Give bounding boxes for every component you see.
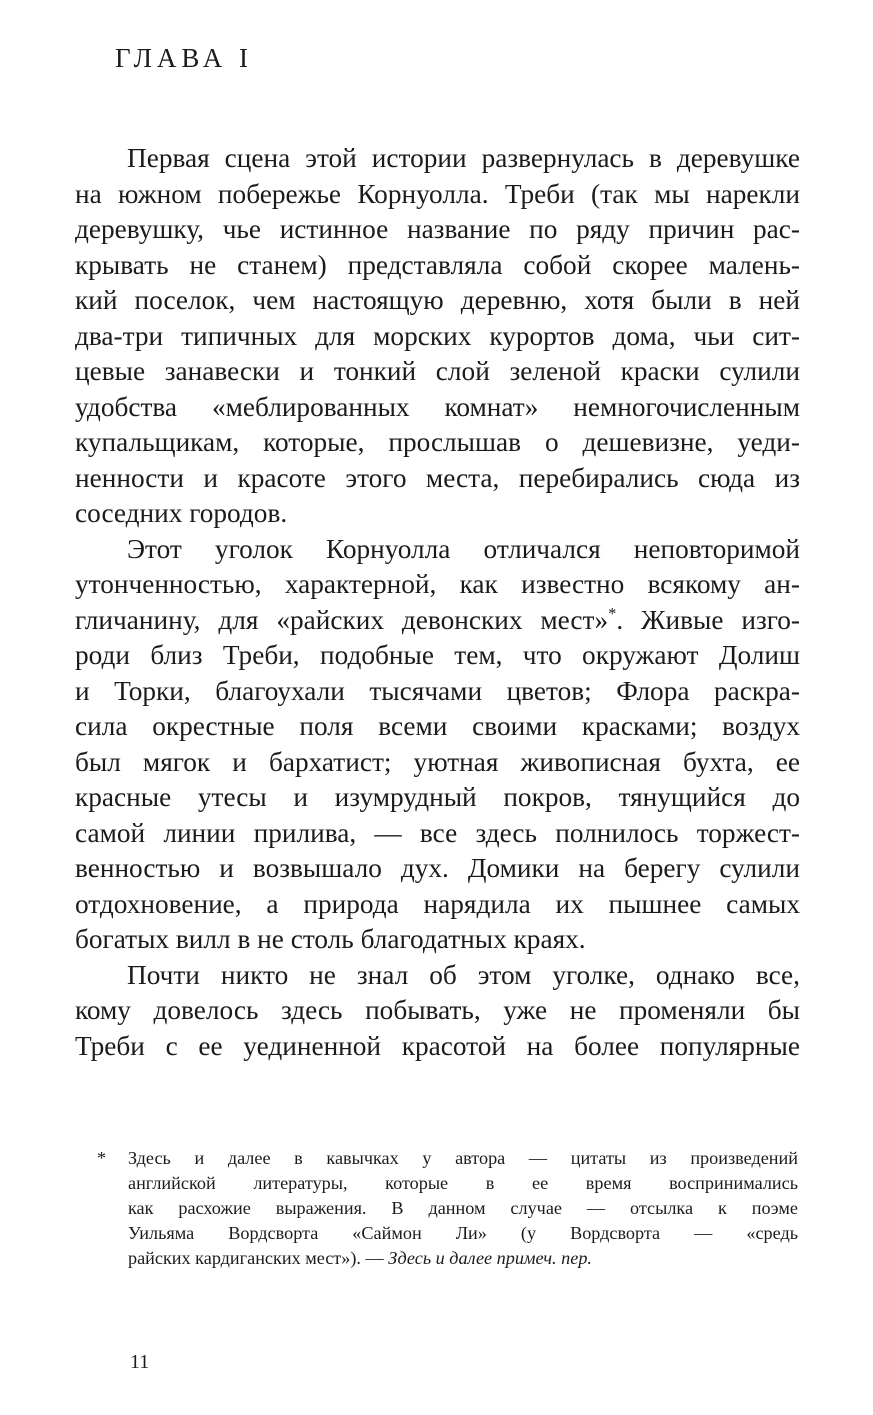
- footnote-line: как расхожие выражения. В данном случае — отсылка к поэме: [128, 1198, 798, 1218]
- translator-note: Здесь и далее примеч. пер.: [388, 1248, 592, 1268]
- text-fragment: гличанину, для «райских девонских мест»: [75, 604, 609, 635]
- text-line: купальщикам, которые, прослышав о дешевизне, уеди-: [75, 427, 800, 457]
- text-line: два-три типичных для морских курортов дома, чьи сит-: [75, 320, 800, 351]
- text-line: кому довелось здесь побывать, уже не променяли бы: [75, 995, 800, 1025]
- text-line: и Торки, благоухали тысячами цветов; Флора раскра-: [75, 675, 800, 706]
- footnote-text: райских кардиганских мест»). —: [128, 1248, 384, 1268]
- text-line: богатых вилл в не столь благодатных краях.: [75, 924, 586, 954]
- paragraph-2: [75, 532, 800, 958]
- text-line: ненности и красоте этого места, перебирались сюда из: [75, 462, 800, 493]
- page-number: 11: [130, 1351, 150, 1373]
- footnote-line: [98, 1246, 798, 1271]
- text-line: самой линии прилива, — все здесь полнилось торжест-: [75, 817, 800, 848]
- text-line: крывать не станем) представляла собой скорее малень-: [75, 249, 800, 280]
- text-line: на южном побережье Корнуолла. Треби (так мы нарекли: [75, 178, 800, 209]
- text-line: сила окрестные поля всеми своими красками; воздух: [75, 711, 800, 741]
- footnote-marker: *: [97, 1148, 107, 1168]
- text-line: Первая сцена этой истории развернулась в деревушке: [127, 143, 800, 173]
- footnote: [98, 1146, 798, 1271]
- text-line: венностью и возвышало дух. Домики на берегу сулили: [75, 853, 800, 883]
- text-line-with-note: [75, 603, 800, 639]
- footnote-line: Уильяма Вордсворта «Саймон Ли» (у Вордсворта — «средь: [128, 1223, 798, 1243]
- text-fragment: . Живые изго-: [616, 604, 801, 635]
- text-line: удобства «меблированных комнат» немногочисленным: [75, 391, 800, 422]
- text-line: утонченностью, характерной, как известно всякому ан-: [75, 569, 800, 599]
- text-line: соседних городов.: [75, 498, 288, 528]
- paragraph-1: [75, 141, 800, 532]
- text-line: деревушку, чье истинное название по ряду причин рас-: [75, 214, 800, 244]
- text-line: цевые занавески и тонкий слой зеленой краски сулили: [75, 356, 800, 386]
- chapter-title: ГЛАВА I: [115, 43, 253, 73]
- text-line: отдохновение, а природа нарядила их пышнее самых: [75, 888, 800, 919]
- paragraph-3: [75, 958, 800, 1065]
- text-line: Треби с ее уединенной красотой на более популярные: [75, 1030, 800, 1061]
- text-line: красные утесы и изумрудный покров, тянущийся до: [75, 782, 800, 812]
- text-line: Этот уголок Корнуолла отличался неповторимой: [127, 533, 800, 564]
- text-line: кий поселок, чем настоящую деревню, хотя были в ней: [75, 285, 800, 315]
- text-line: роди близ Треби, подобные тем, что окружают Долиш: [75, 640, 800, 670]
- footnote-line: Здесь и далее в кавычках у автора — цитаты из произведений: [128, 1148, 798, 1168]
- text-line: Почти никто не знал об этом уголке, однако все,: [127, 959, 800, 990]
- body-text: [75, 141, 800, 1064]
- text-line: был мягок и бархатист; уютная живописная бухта, ее: [75, 746, 800, 777]
- footnote-reference[interactable]: *: [608, 603, 617, 623]
- footnote-line: английской литературы, которые в ее время воспринимались: [128, 1173, 798, 1193]
